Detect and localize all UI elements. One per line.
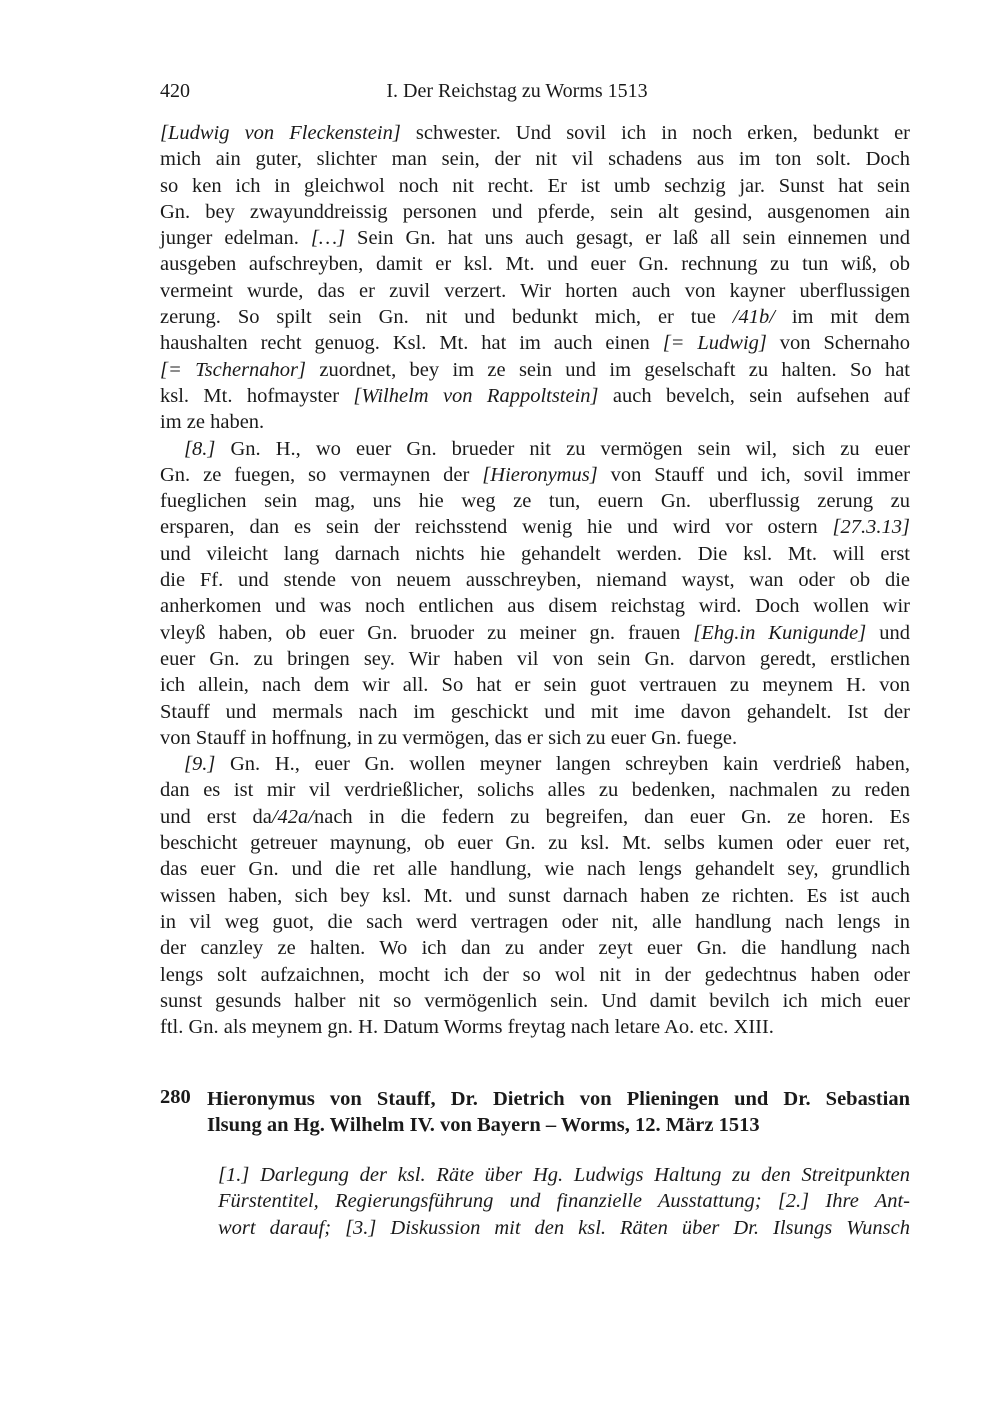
text-line [160,120,910,146]
text-segment: die Ff. und stende von neuem ausschreyben, niemand wayst, wan oder ob die [160,569,910,592]
text-line [160,856,910,882]
text-segment: dan es ist mir vil verdrießlicher, solichs alles zu bedenken, nachmalen zu reden [160,779,910,802]
text-line [160,330,910,356]
text-segment: vermeint wurde, das er zuvil verzert. Wir horten auch von kayner uberflussigen [160,279,910,302]
title-line: Hieronymus von Stauff, Dr. Dietrich von Plieningen und Dr. Sebastian [207,1088,910,1110]
text-line [160,725,910,751]
text-segment: Sein Gn. hat uns auch gesagt, er laß all sein einnemen und [345,227,911,250]
text-segment: Gn. bey zwayunddreissig personen und pferde, sein alt gesind, ausgenomen ain [160,200,910,223]
text-line [160,541,910,567]
text-segment: wissen haben, sich bey ksl. Mt. und sunst darnach haben ze richten. Es ist auch [160,884,910,907]
text-line [160,173,910,199]
text-segment: auch bevelch, sein aufsehen auf [598,384,910,407]
text-line [160,962,910,988]
editorial-annotation: [Ehg.in Kunigunde] [693,621,867,644]
text-segment: haushalten recht genuog. Ksl. Mt. hat im auch einen [160,332,663,355]
text-segment: in vil weg guot, die sach werd vertragen oder nit, alle handlung nach lengs in [160,910,910,933]
text-segment: Gn. H., euer Gn. wollen meyner langen schreyben kain verdrieß haben, [215,753,910,776]
text-segment: Gn. H., wo euer Gn. brueder nit zu vermögen sein wil, sich zu euer [215,437,910,460]
text-line [160,383,910,409]
text-line [160,804,910,830]
text-line [160,357,910,383]
text-line [160,304,910,330]
text-segment: schwester. Und sovil ich in noch erken, bedunkt er [400,122,910,144]
text-segment: Gn. ze fuegen, so vermaynen der [160,463,483,486]
text-line [160,883,910,909]
document-number: 280 [160,1086,191,1108]
text-segment: im mit dem [774,306,910,329]
text-segment: sunst gesunds halber nit so vermögenlich sein. Und damit bevilch ich mich euer [160,989,910,1012]
page-number: 420 [160,80,190,102]
text-segment: das euer Gn. und die ret alle handlung, wie nach lengs gehandelt sey, grundlich [160,858,910,881]
text-line [160,620,910,646]
text-line [160,567,910,593]
text-line [160,146,910,172]
title-line: Ilsung an Hg. Wilhelm IV. von Bayern – Worms, 12. März 1513 [207,1114,760,1136]
text-segment: anherkomen und was noch entlichen aus disem reichstag wird. Doch wollen wir [160,595,910,618]
editorial-annotation: […] [310,227,346,250]
text-line [160,488,910,514]
text-segment: ersparen, dan es sein der reichsstend wenig hie und wird vor ostern [160,516,833,539]
text-segment: der canzley ze halten. Wo ich dan zu ander zeyt euer Gn. die handlung nach [160,937,910,960]
summary-line: wort darauf; [3.] Diskussion mit den ksl. Räten über Dr. Ilsungs Wunsch [218,1216,910,1239]
text-line [160,646,910,672]
editorial-annotation: [9.] [184,753,216,776]
text-segment: ksl. Mt. hofmayster [160,384,354,407]
text-line [160,199,910,225]
running-head: I. Der Reichstag zu Worms 1513 [386,80,648,102]
editorial-annotation: /41b/ [732,306,775,329]
text-segment: mich ain guter, slichter man sein, der nit vil schadens aus im ton solt. Doch [160,148,910,171]
editorial-annotation: [Hieronymus] [482,463,598,486]
text-line [160,699,910,725]
text-segment: zuordnet, bey im ze sein und im geselschaft zu halten. So hat [306,358,910,381]
text-line [160,751,910,777]
editorial-annotation: [= Ludwig] [662,332,767,355]
summary-line: Fürstentitel, Regierungsführung und finanzielle Ausstattung; [2.] Ihre Ant- [218,1190,910,1213]
editorial-annotation: [= Tschernahor] [160,358,307,381]
editorial-annotation: /42a/ [271,805,314,828]
text-line [160,988,910,1014]
editorial-annotation: [8.] [184,437,216,460]
text-line [160,672,910,698]
text-segment: nach in die federn zu begreifen, dan euer Gn. ze horen. Es [313,805,910,828]
text-line [160,830,910,856]
text-segment: zerung. So spilt sein Gn. nit und bedunkt mich, er tue [160,306,733,329]
text-segment: ausgeben aufschreyben, damit er ksl. Mt. und euer Gn. rechnung zu tun wiß, ob [160,253,910,276]
text-line [160,462,910,488]
editorial-annotation: [Ludwig von Fleckenstein] [160,122,401,144]
text-segment: lengs solt aufzaichnen, mocht ich der so wol nit in der gedechtnus haben oder [160,963,910,986]
text-line [160,278,910,304]
editorial-annotation: [27.3.13] [832,516,910,539]
text-segment: ich allein, nach dem wir all. So hat er sein guot vertrauen zu meynem H. von [160,674,910,697]
text-line [160,436,910,462]
text-line [160,935,910,961]
text-line [160,909,910,935]
text-line [160,514,910,540]
text-segment: und erst da [160,805,272,828]
text-segment: von Stauff in hoffnung, in zu vermögen, das er sich zu euer Gn. fuege. [160,726,738,749]
text-line [160,1014,910,1040]
text-segment: so ken ich in gleichwol noch nit recht. Er ist umb sechzig jar. Sunst hat sein [160,174,910,197]
text-segment: von Stauff und ich, sovil immer [597,463,910,486]
text-line [160,593,910,619]
text-segment: ftl. Gn. als meynem gn. H. Datum Worms freytag nach letare Ao. etc. XIII. [160,1016,774,1039]
text-segment: Stauff und mermals nach im geschickt und mit ime davon gehandelt. Ist der [160,700,910,723]
editorial-annotation: [Wilhelm von Rappoltstein] [353,384,599,407]
text-line [160,225,910,251]
text-segment: beschicht getreuer maynung, ob euer Gn. zu ksl. Mt. selbs kumen oder euer ret, [160,832,910,855]
text-segment: und vileicht lang darnach nichts hie gehandelt werden. Die ksl. Mt. will erst [160,542,910,565]
text-segment: fueglichen sein mag, uns hie weg ze tun, euern Gn. uberflussig zerung zu [160,490,910,513]
text-segment: junger edelman. [160,227,311,250]
body-text [160,120,910,1040]
text-segment: im ze haben. [160,411,265,434]
text-segment: von Schernaho [766,332,910,355]
text-line [160,409,910,435]
text-segment: euer Gn. zu bringen sey. Wir haben vil von sein Gn. darvon geredt, erstlichen [160,647,910,670]
summary-line: [1.] Darlegung der ksl. Räte über Hg. Ludwigs Haltung zu den Streitpunkten [218,1164,910,1186]
text-segment: und [866,621,910,644]
document-title [207,1086,910,1138]
text-line [160,777,910,803]
document-summary [218,1162,910,1241]
text-segment: vleyß haben, ob euer Gn. bruoder zu meiner gn. frauen [160,621,694,644]
text-line [160,251,910,277]
